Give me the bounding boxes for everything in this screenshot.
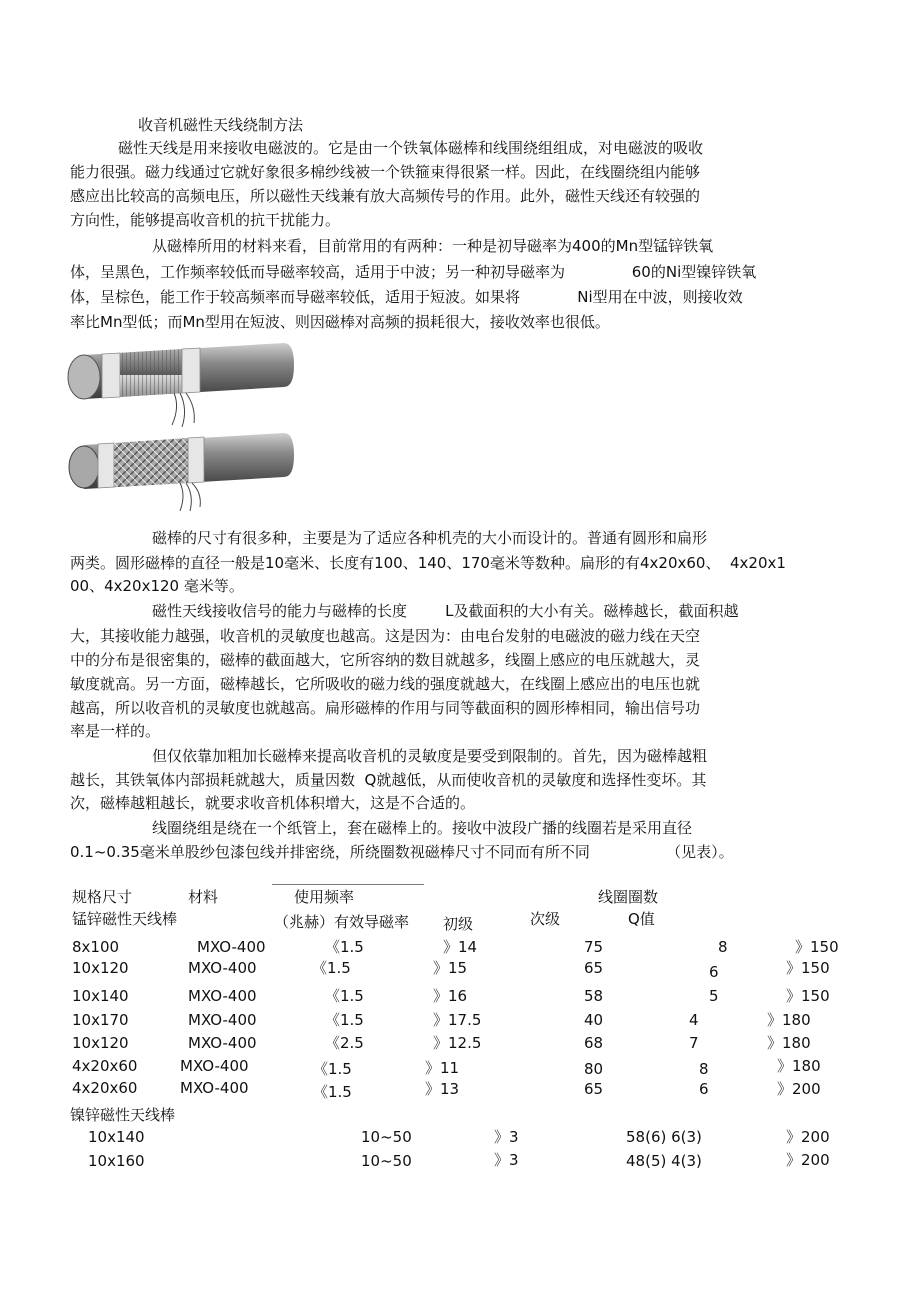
- cell-primary: 65: [584, 959, 604, 977]
- text-line: 越高，所以收音机的灵敏度也就越高。扁形磁棒的作用与同等截面积的圆形棒相同，输出信号功: [70, 699, 701, 717]
- cell-frequency: 《2.5: [325, 1034, 364, 1052]
- cell-size: 4x20x60: [72, 1079, 138, 1097]
- cell-q: 》200: [786, 1151, 830, 1169]
- cell-turns: 48(5) 4(3): [626, 1152, 702, 1170]
- cell-q: 》180: [767, 1011, 811, 1029]
- header-frequency: 使用频率: [294, 888, 355, 906]
- text-line: 方向性，能够提高收音机的抗干扰能力。: [70, 211, 341, 229]
- cell-frequency: 《1.5: [313, 1060, 352, 1078]
- cell-permeability: 》3: [494, 1151, 519, 1169]
- section-ni-rods: 镍锌磁性天线棒: [70, 1106, 176, 1124]
- cell-frequency: 10~50: [361, 1128, 412, 1146]
- cell-size: 10x140: [88, 1128, 145, 1146]
- text-line: 率比Mn型低；而Mn型用在短波、则因磁棒对高频的损耗很大，接收效率也很低。: [70, 313, 610, 331]
- cell-material: MXO-400: [188, 959, 257, 977]
- cell-permeability: 》13: [425, 1080, 460, 1098]
- cell-q: 》150: [786, 987, 830, 1005]
- header-coil-turns: 线圈圈数: [598, 888, 659, 906]
- text-line: 次，磁棒越粗越长，就要求收音机体积增大，这是不合适的。: [70, 794, 476, 812]
- text-line: 但仅依靠加粗加长磁棒来提高收音机的灵敏度是要受到限制的。首先，因为磁棒越粗: [152, 747, 708, 765]
- header-unit-permeability: （兆赫）有效导磁率: [274, 913, 410, 931]
- cell-permeability: 》16: [433, 987, 468, 1005]
- text-line: 中的分布是很密集的，磁棒的截面越大，它所容纳的数目就越多，线圈上感应的电压就越大，灵: [70, 651, 701, 669]
- cell-permeability: 》12.5: [433, 1034, 482, 1052]
- cell-frequency: 《1.5: [313, 1083, 352, 1101]
- cell-primary: 58: [584, 987, 604, 1005]
- cell-permeability: 》3: [494, 1128, 519, 1146]
- round-rod-with-coil: [68, 343, 294, 427]
- cell-q: 》150: [795, 938, 839, 956]
- cell-material: MXO-400: [188, 1011, 257, 1029]
- text-line: 线圈绕组是绕在一个纸管上，套在磁棒上的。接收中波段广播的线圈若是采用直径: [152, 819, 693, 837]
- cell-q: 》200: [786, 1128, 830, 1146]
- cell-size: 10x120: [72, 1034, 129, 1052]
- cell-size: 10x160: [88, 1152, 145, 1170]
- text-line: 磁性天线接收信号的能力与磁棒的长度 L及截面积的大小有关。磁棒越长，截面积越: [152, 602, 739, 620]
- text-line: 大，其接收能力越强，收音机的灵敏度也越高。这是因为：由电台发射的电磁波的磁力线在天空: [70, 627, 701, 645]
- cell-secondary: 5: [709, 987, 719, 1005]
- text-line: 从磁棒所用的材料来看，目前常用的有两种：一种是初导磁率为400的Mn型锰锌铁氧: [152, 237, 714, 255]
- cell-primary: 75: [584, 938, 604, 956]
- text-line: 体，呈棕色，能工作于较高频率而导磁率较低，适用于短波。如果将 Ni型用在中波，则接收效: [70, 288, 743, 306]
- cell-q: 》200: [777, 1080, 821, 1098]
- cell-secondary: 8: [718, 938, 728, 956]
- section-mn-rods: 锰锌磁性天线棒: [72, 910, 178, 928]
- cell-secondary: 6: [709, 963, 719, 981]
- cell-turns: 58(6) 6(3): [626, 1128, 702, 1146]
- text-line: 率是一样的。: [70, 722, 161, 740]
- cell-size: 10x170: [72, 1011, 129, 1029]
- cell-primary: 40: [584, 1011, 604, 1029]
- cell-material: MXO-400: [180, 1079, 249, 1097]
- cell-permeability: 》17.5: [433, 1011, 482, 1029]
- cell-frequency: 《1.5: [325, 987, 364, 1005]
- cell-primary: 80: [584, 1060, 604, 1078]
- header-primary: 初级: [443, 915, 474, 933]
- cell-q: 》180: [767, 1034, 811, 1052]
- text-line: 体，呈黑色，工作频率较低而导磁率较高，适用于中波；另一种初导磁率为 60的Ni型镍锌铁氧: [70, 263, 757, 281]
- cell-primary: 68: [584, 1034, 604, 1052]
- cell-secondary: 7: [689, 1034, 699, 1052]
- cell-material: MXO-400: [180, 1057, 249, 1075]
- text-line: 两类。圆形磁棒的直径一般是10毫米、长度有100、140、170毫米等数种。扁形的有4x20x60、 4x20x1: [70, 554, 786, 572]
- text-line: 0.1~0.35毫米单股纱包漆包线并排密绕，所绕圈数视磁棒尺寸不同而有所不同 （见表）。: [70, 843, 734, 861]
- page-title: 收音机磁性天线绕制方法: [138, 116, 304, 134]
- cell-q: 》180: [777, 1057, 821, 1075]
- cell-size: 10x140: [72, 987, 129, 1005]
- cell-frequency: 《1.5: [325, 938, 364, 956]
- cell-material: MXO-400: [188, 1034, 257, 1052]
- cell-size: 4x20x60: [72, 1057, 138, 1075]
- text-line: 磁性天线是用来接收电磁波的。它是由一个铁氧体磁棒和线围绕组组成，对电磁波的吸收: [118, 139, 704, 157]
- header-rule: [272, 884, 424, 885]
- text-line: 敏度就高。另一方面，磁棒越长，它所吸收的磁力线的强度就越大，在线圈上感应出的电压也就: [70, 675, 701, 693]
- cell-frequency: 《1.5: [325, 1011, 364, 1029]
- cell-permeability: 》14: [443, 938, 478, 956]
- cell-size: 10x120: [72, 959, 129, 977]
- header-material: 材料: [188, 888, 219, 906]
- cell-material: MXO-400: [197, 938, 266, 956]
- text-line: 感应出比较高的高频电压，所以磁性天线兼有放大高频传号的作用。此外，磁性天线还有较强的: [70, 187, 701, 205]
- header-secondary: 次级: [530, 910, 561, 928]
- cell-frequency: 10~50: [361, 1152, 412, 1170]
- round-rod-with-braided-coil: [69, 433, 294, 511]
- ferrite-rod-illustration: [62, 335, 312, 515]
- cell-primary: 65: [584, 1080, 604, 1098]
- cell-material: MXO-400: [188, 987, 257, 1005]
- cell-permeability: 》15: [433, 959, 468, 977]
- cell-permeability: 》11: [425, 1059, 460, 1077]
- cell-secondary: 6: [699, 1080, 709, 1098]
- cell-q: 》150: [786, 959, 830, 977]
- cell-secondary: 4: [689, 1011, 699, 1029]
- cell-size: 8x100: [72, 938, 120, 956]
- header-spec: 规格尺寸: [72, 888, 133, 906]
- cell-frequency: 《1.5: [312, 959, 351, 977]
- text-line: 磁棒的尺寸有很多种，主要是为了适应各种机壳的大小而设计的。普通有圆形和扁形: [152, 529, 708, 547]
- header-q: Q值: [628, 910, 655, 928]
- text-line: 00、4x20x120 毫米等。: [70, 577, 244, 595]
- cell-secondary: 8: [699, 1060, 709, 1078]
- text-line: 能力很强。磁力线通过它就好象很多棉纱线被一个铁箍束得很紧一样。因此，在线圈绕组内能够: [70, 163, 701, 181]
- text-line: 越长，其铁氧体内部损耗就越大，质量因数 Q就越低，从而使收音机的灵敏度和选择性变坏。其: [70, 771, 707, 789]
